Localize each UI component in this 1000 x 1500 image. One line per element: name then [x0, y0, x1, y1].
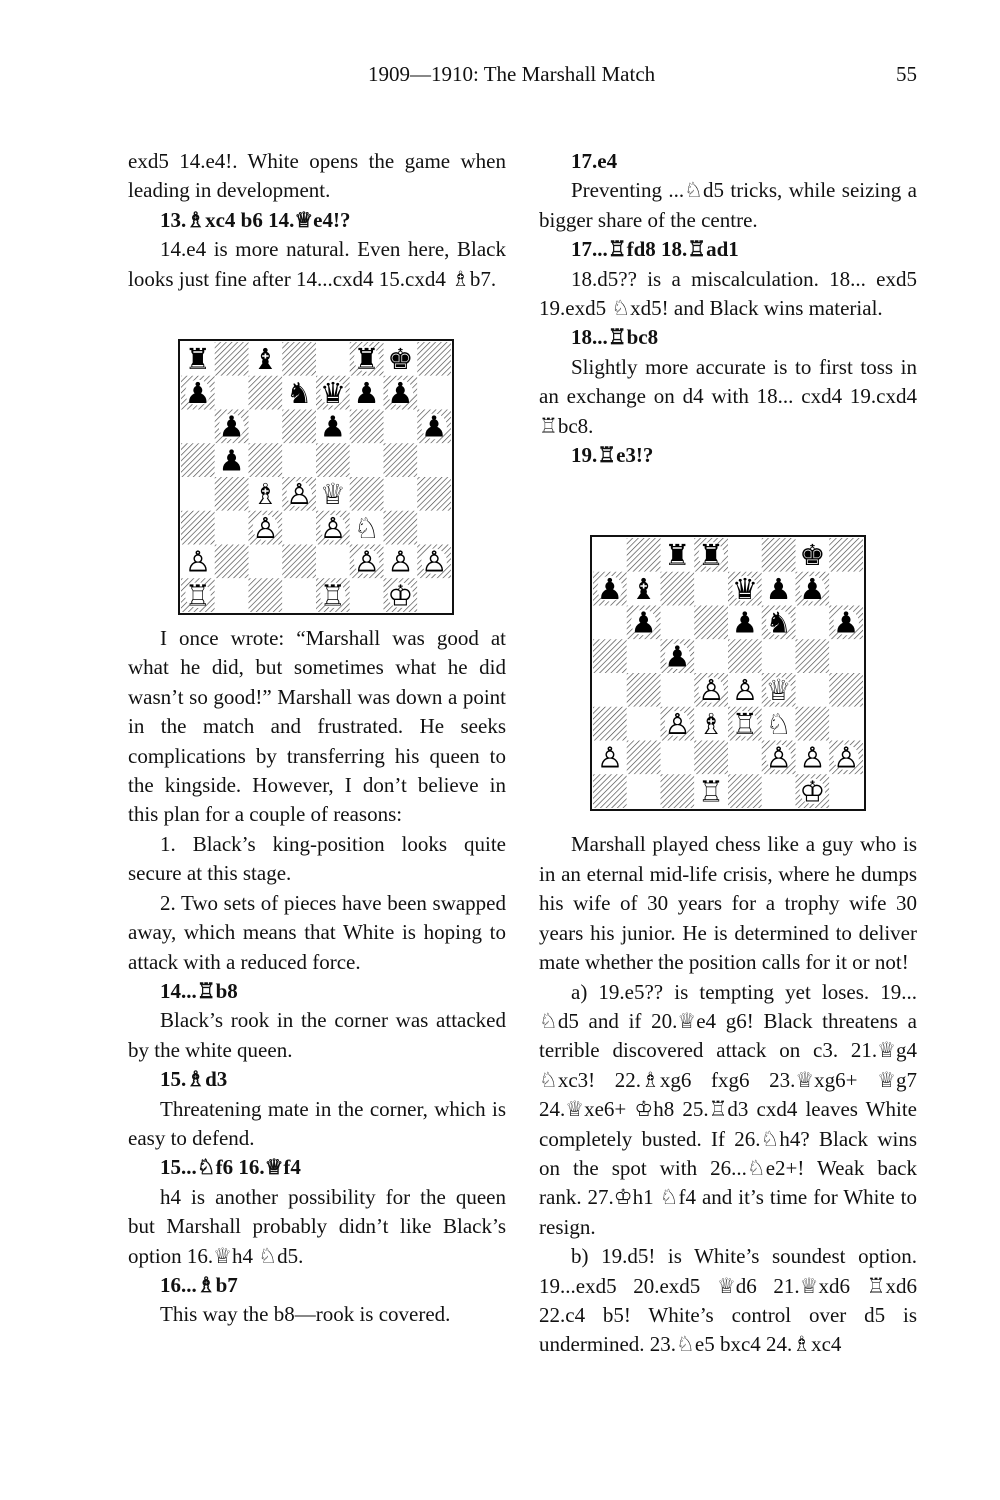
light-square	[350, 578, 384, 612]
white-pawn-icon: ♙	[353, 544, 380, 579]
dark-square	[282, 545, 316, 579]
light-square	[728, 538, 762, 572]
black-pawn-icon: ♟	[664, 639, 691, 674]
dark-square	[249, 376, 283, 410]
light-square	[249, 410, 283, 444]
black-pawn-icon: ♟	[218, 409, 245, 444]
dark-square	[627, 673, 661, 707]
text-paragraph: a) 19.e5?? is tempting yet loses. 19... ♘d5 and if 20.♕e4 g6! Black threatens a terrible discovered attack on c3. 21.♕g4 ♘xc3! 22.♗xg6 fxg6 23.♕xg6+ ♕g7 24.♕xe6+ ♔h8 25.♖d3 cxd4 leaves White completely busted. If 26.♘h4? Black wins on the spot with 26...♘e2+! Weak back rank. 27.♔h1 ♘f4 and it’s time for White to resign.	[539, 979, 917, 1239]
dark-square	[384, 443, 418, 477]
black-pawn-icon: ♟	[319, 409, 346, 444]
white-pawn-icon: ♙	[664, 706, 691, 741]
black-pawn-icon: ♟	[184, 375, 211, 410]
white-pawn-icon: ♙	[596, 740, 623, 775]
light-square	[829, 774, 863, 808]
light-square	[181, 410, 215, 444]
light-square	[694, 639, 728, 673]
running-title: 1909—1910: The Marshall Match	[368, 62, 656, 86]
dark-square	[694, 741, 728, 775]
move-heading: 13.♗xc4 b6 14.♕e4!?	[160, 207, 351, 232]
white-pawn-icon: ♙	[184, 544, 211, 579]
black-pawn-icon: ♟	[218, 443, 245, 478]
left-text-column	[128, 147, 506, 1330]
move-heading: 17.e4	[571, 149, 618, 173]
light-square	[661, 606, 695, 640]
light-square	[627, 639, 661, 673]
dark-square	[627, 538, 661, 572]
dark-square	[728, 639, 762, 673]
black-rook-icon: ♜	[184, 342, 211, 376]
black-pawn-icon: ♟	[799, 571, 826, 606]
move-heading: 14...♖b8	[160, 978, 238, 1003]
black-pawn-icon: ♟	[630, 605, 657, 640]
light-square	[282, 578, 316, 612]
dark-square	[796, 707, 830, 741]
black-pawn-icon: ♟	[596, 571, 623, 606]
light-square	[829, 707, 863, 741]
white-king-icon: ♔	[799, 774, 826, 809]
running-header	[0, 62, 1000, 92]
text-paragraph: h4 is another possibility for the queen but Marshall probably didn’t like Black’s option 16.♕h4 ♘d5.	[128, 1184, 506, 1268]
light-square	[282, 443, 316, 477]
light-square	[627, 707, 661, 741]
dark-square	[316, 443, 350, 477]
black-pawn-icon: ♟	[387, 375, 414, 410]
dark-square	[593, 774, 627, 808]
white-queen-icon: ♕	[765, 673, 792, 707]
text-paragraph: I once wrote: “Marshall was good at what he did, but sometimes what he did wasn’t so good!” Marshall was down a point in the match and frustrated. He seeks complications by transferring his queen to the kingside. However, I don’t believe in this plan for a couple of reasons:	[128, 626, 506, 827]
white-rook-icon: ♖	[184, 578, 211, 613]
light-square	[249, 545, 283, 579]
light-square	[796, 606, 830, 640]
text-paragraph: b) 19.d5! is White’s soundest option. 19...exd5 20.exd5 ♕d6 21.♕xd6 ♖xd6 22.c4 b5! White’s control over d5 is undermined. 23.♘e5 bxc4 24.♗xc4	[539, 1244, 917, 1357]
light-square	[627, 774, 661, 808]
dark-square	[417, 477, 451, 511]
dark-square	[694, 606, 728, 640]
light-square	[762, 639, 796, 673]
move-heading: 17...♖fd8 18.♖ad1	[571, 237, 739, 262]
dark-square	[829, 538, 863, 572]
text-paragraph: Slightly more accurate is to first toss in an exchange on d4 with 18... cxd4 19.cxd4 ♖bc8.	[539, 354, 917, 438]
light-square	[417, 578, 451, 612]
light-square	[593, 606, 627, 640]
dark-square	[249, 443, 283, 477]
dark-square	[661, 572, 695, 606]
chess-diagram-after-14-qe4	[178, 339, 454, 615]
white-bishop-icon: ♗	[698, 706, 725, 741]
dark-square	[249, 578, 283, 612]
dark-square	[282, 410, 316, 444]
light-square	[350, 443, 384, 477]
light-square	[661, 741, 695, 775]
light-square	[215, 511, 249, 545]
light-square	[829, 639, 863, 673]
light-square	[316, 342, 350, 376]
chess-diagram-after-19-re3	[590, 535, 866, 811]
text-paragraph: 18.d5?? is a miscalculation. 18... exd5 19.exd5 ♘xd5! and Black wins material.	[539, 266, 917, 321]
white-rook-icon: ♖	[731, 706, 758, 741]
dark-square	[829, 673, 863, 707]
dark-square	[215, 545, 249, 579]
white-king-icon: ♔	[387, 578, 414, 613]
dark-square	[350, 477, 384, 511]
move-heading: 15.♗d3	[160, 1067, 228, 1092]
light-square	[593, 673, 627, 707]
black-pawn-icon: ♟	[833, 605, 860, 640]
white-bishop-icon: ♗	[252, 477, 279, 511]
white-queen-icon: ♕	[319, 477, 346, 511]
black-bishop-icon: ♝	[630, 571, 657, 606]
light-square	[593, 538, 627, 572]
dark-square	[215, 477, 249, 511]
text-paragraph: 2. Two sets of pieces have been swapped away, which means that White is hoping to attack with a reduced force.	[128, 890, 506, 974]
dark-square	[215, 342, 249, 376]
light-square	[316, 545, 350, 579]
white-pawn-icon: ♙	[731, 673, 758, 707]
page-number: 55	[896, 62, 917, 86]
white-rook-icon: ♖	[319, 578, 346, 613]
white-rook-icon: ♖	[698, 774, 725, 809]
black-pawn-icon: ♟	[353, 375, 380, 410]
move-heading: 15...♘f6 16.♕f4	[160, 1155, 301, 1180]
light-square	[384, 410, 418, 444]
dark-square	[282, 342, 316, 376]
white-pawn-icon: ♙	[252, 510, 279, 545]
black-pawn-icon: ♟	[421, 409, 448, 444]
light-square	[181, 477, 215, 511]
dark-square	[762, 538, 796, 572]
black-king-icon: ♚	[799, 538, 826, 572]
light-square	[829, 572, 863, 606]
light-square	[215, 376, 249, 410]
black-rook-icon: ♜	[664, 538, 691, 572]
light-square	[796, 673, 830, 707]
white-pawn-icon: ♙	[421, 544, 448, 579]
white-pawn-icon: ♙	[387, 544, 414, 579]
dark-square	[661, 774, 695, 808]
dark-square	[728, 774, 762, 808]
dark-square	[181, 511, 215, 545]
light-square	[694, 572, 728, 606]
text-paragraph: Black’s rook in the corner was attacked by the white queen.	[128, 1008, 506, 1062]
text-paragraph: Threatening mate in the corner, which is easy to defend.	[128, 1096, 506, 1150]
light-square	[417, 443, 451, 477]
white-knight-icon: ♘	[353, 510, 380, 545]
dark-square	[350, 410, 384, 444]
black-bishop-icon: ♝	[252, 342, 279, 376]
chessboard	[590, 535, 866, 811]
light-square	[282, 511, 316, 545]
white-pawn-icon: ♙	[799, 740, 826, 775]
move-heading: 16...♗b7	[160, 1272, 238, 1297]
black-queen-icon: ♛	[731, 571, 758, 606]
text-paragraph: Preventing ...♘d5 tricks, while seizing a bigger share of the centre.	[539, 178, 917, 232]
black-queen-icon: ♛	[319, 375, 346, 410]
text-paragraph: Marshall played chess like a guy who is in an eternal mid-life crisis, where he dumps his wife of 30 years for a trophy wife 30 years his junior. He is determined to deliver mate whether the position calls for it or not!	[539, 832, 917, 975]
dark-square	[796, 639, 830, 673]
black-pawn-icon: ♟	[731, 605, 758, 640]
black-king-icon: ♚	[387, 342, 414, 376]
light-square	[762, 774, 796, 808]
white-pawn-icon: ♙	[319, 510, 346, 545]
dark-square	[593, 639, 627, 673]
dark-square	[181, 443, 215, 477]
white-pawn-icon: ♙	[765, 740, 792, 775]
light-square	[417, 511, 451, 545]
black-knight-icon: ♞	[765, 605, 792, 640]
dark-square	[627, 741, 661, 775]
white-knight-icon: ♘	[765, 706, 792, 741]
move-heading: 18...♖bc8	[571, 325, 659, 350]
dark-square	[384, 511, 418, 545]
light-square	[728, 741, 762, 775]
black-rook-icon: ♜	[353, 342, 380, 376]
chessboard	[178, 339, 454, 615]
light-square	[417, 376, 451, 410]
move-heading: 19.♖e3!?	[571, 443, 654, 468]
light-square	[661, 673, 695, 707]
black-knight-icon: ♞	[286, 375, 313, 410]
white-pawn-icon: ♙	[698, 673, 725, 707]
black-rook-icon: ♜	[698, 538, 725, 572]
light-square	[215, 578, 249, 612]
text-paragraph: 14.e4 is more natural. Even here, Black looks just fine after 14...cxd4 15.cxd4 ♗b7.	[128, 237, 506, 291]
white-pawn-icon: ♙	[286, 477, 313, 511]
dark-square	[593, 707, 627, 741]
text-paragraph: exd5 14.e4!. White opens the game when leading in development.	[128, 149, 506, 203]
dark-square	[417, 342, 451, 376]
white-pawn-icon: ♙	[833, 740, 860, 775]
text-paragraph: 1. Black’s king-position looks quite secure at this stage.	[128, 831, 506, 886]
text-paragraph: This way the b8—rook is covered.	[160, 1302, 451, 1327]
light-square	[384, 477, 418, 511]
black-pawn-icon: ♟	[765, 571, 792, 606]
